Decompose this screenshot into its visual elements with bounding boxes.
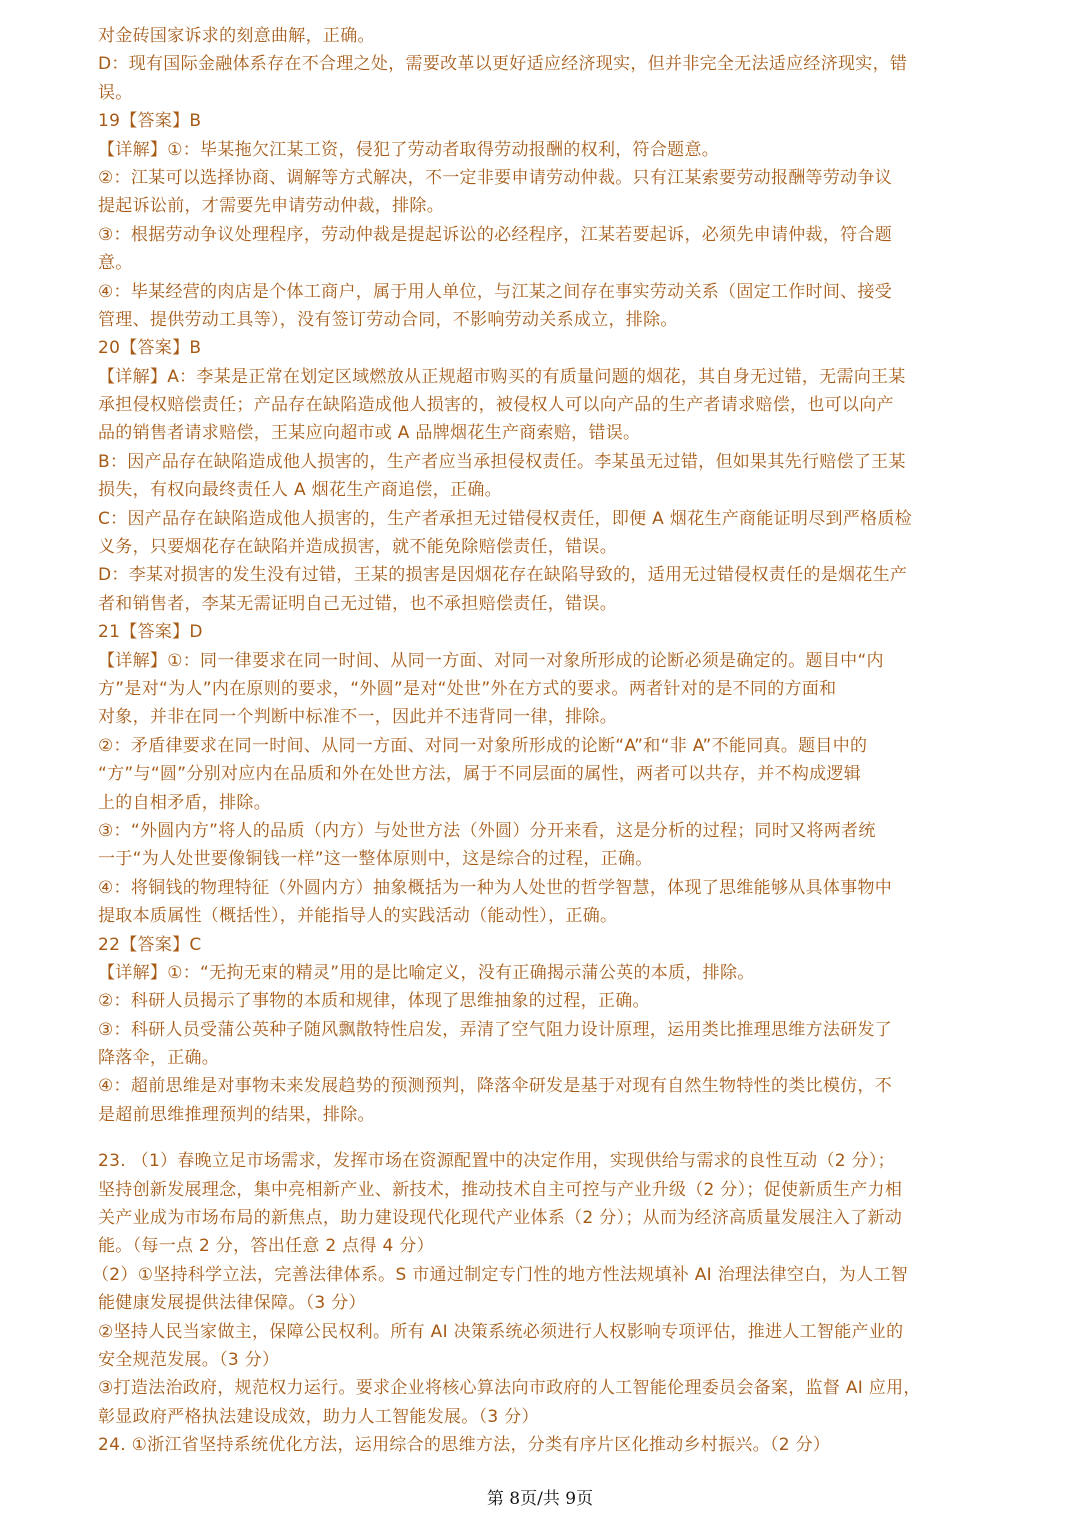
text-line: 管理、提供劳动工具等），没有签订劳动合同，不影响劳动关系成立，排除。	[98, 309, 678, 330]
page-footer: 第 8页/共 9页	[486, 1489, 594, 1509]
text-line: 对象，并非在同一个判断中标准不一，因此并不违背同一律，排除。	[98, 707, 617, 728]
text-line: ②：矛盾律要求在同一时间、从同一方面、对同一对象所形成的论断“A”和“非 A”不能同真。题目中的	[98, 735, 868, 756]
text-line: 安全规范发展。（3 分）	[98, 1349, 280, 1370]
text-line: 能健康发展提供法律保障。（3 分）	[98, 1293, 366, 1314]
text-line: ②：科研人员揭示了事物的本质和规律，体现了思维抽象的过程，正确。	[98, 991, 650, 1012]
text-line: ④：毕某经营的肉店是个体工商户，属于用人单位，与江某之间存在事实劳动关系（固定工作时间、接受	[98, 281, 893, 302]
text-line: 提起诉讼前，才需要先申请劳动仲裁，排除。	[98, 196, 444, 217]
text-line: 损失，有权向最终责任人 A 烟花生产商追偿，正确。	[98, 480, 502, 501]
text-line: 22【答案】C	[98, 934, 202, 955]
text-line: B：因产品存在缺陷造成他人损害的，生产者应当承担侵权责任。李某虽无过错，但如果其先行赔偿了王某	[98, 451, 906, 472]
text-line: 对金砖国家诉求的刻意曲解，正确。	[98, 26, 375, 46]
text-line: 【详解】①：毕某拖欠江某工资，侵犯了劳动者取得劳动报酬的权利，符合题意。	[98, 139, 720, 160]
text-line: 品的销售者请求赔偿，王某应向超市或 A 品牌烟花生产商索赔，错误。	[98, 423, 641, 444]
text-line: 是超前思维推理预判的结果，排除。	[98, 1104, 375, 1125]
text-line: 坚持创新发展理念，集中亮相新产业、新技术，推动技术自主可控与产业升级（2 分）；促使新质生产力相	[98, 1179, 903, 1200]
text-line: 【详解】①：同一律要求在同一时间、从同一方面、对同一对象所形成的论断必须是确定的。题目中“内	[98, 650, 884, 671]
explanations-block-23-24	[92, 1147, 988, 1459]
text-line: 上的自相矛盾，排除。	[98, 792, 271, 813]
explanations-block-19-22	[98, 22, 988, 1129]
text-line: 20【答案】B	[98, 338, 202, 359]
text-line: ③：根据劳动争议处理程序，劳动仲裁是提起诉讼的必经程序，江某若要起诉，必须先申请仲裁，符合题	[98, 224, 893, 245]
text-line: 【详解】A：李某是正常在划定区域燃放从正规超市购买的有质量问题的烟花，其自身无过错，无需向王某	[98, 366, 906, 387]
text-line: 义务，只要烟花存在缺陷并造成损害，就不能免除赔偿责任，错误。	[98, 537, 617, 558]
text-line: C：因产品存在缺陷造成他人损害的，生产者承担无过错侵权责任，即便 A 烟花生产商能证明尽到严格质检	[98, 508, 913, 529]
text-line: ②：江某可以选择协商、调解等方式解决，不一定非要申请劳动仲裁。只有江某索要劳动报酬等劳动争议	[98, 167, 893, 188]
text-line: （2）①坚持科学立法，完善法律体系。S 市通过制定专门性的地方性法规填补 AI 治理法律空白，为人工智	[92, 1264, 908, 1285]
text-line: “方”与“圆”分别对应内在品质和外在处世方法，属于不同层面的属性，两者可以共存，并不构成逻辑	[98, 764, 862, 785]
text-line: ③：科研人员受蒲公英种子随风飘散特性启发，弄清了空气阻力设计原理，运用类比推理思维方法研发了	[98, 1019, 893, 1040]
text-line: 者和销售者，李某无需证明自己无过错，也不承担赔偿责任，错误。	[98, 593, 617, 614]
text-line: 21【答案】D	[98, 622, 203, 643]
text-line: ②坚持人民当家做主，保障公民权利。所有 AI 决策系统必须进行人权影响专项评估，推进人工智能产业的	[98, 1321, 904, 1342]
text-line: 降落伞，正确。	[98, 1048, 220, 1069]
text-line: 能。（每一点 2 分，答出任意 2 点得 4 分）	[98, 1236, 434, 1257]
text-line: 关产业成为市场布局的新焦点，助力建设现代化现代产业体系（2 分）；从而为经济高质量发展注入了新动	[98, 1208, 903, 1229]
section-gap	[98, 1129, 988, 1147]
text-line: 承担侵权赔偿责任；产品存在缺陷造成他人损害的，被侵权人可以向产品的生产者请求赔偿，也可以向产	[98, 395, 894, 416]
text-line: 误。	[98, 82, 133, 103]
text-line: ③：“外圆内方”将人的品质（内方）与处世方法（外圆）分开来看，这是分析的过程；同时又将两者统	[98, 820, 876, 841]
text-line: 一于“为人处世要像铜钱一样”这一整体原则中，这是综合的过程，正确。	[98, 849, 653, 870]
text-line: ④：将铜钱的物理特征（外圆内方）抽象概括为一种为人处世的哲学智慧，体现了思维能够从具体事物中	[98, 877, 893, 898]
text-line: 【详解】①：“无拘无束的精灵”用的是比喻定义，没有正确揭示蒲公英的本质，排除。	[98, 962, 755, 983]
text-line: 24. ①浙江省坚持系统优化方法，运用综合的思维方法，分类有序片区化推动乡村振兴。（2 分）	[98, 1435, 831, 1456]
text-line: D：李某对损害的发生没有过错，王某的损害是因烟花存在缺陷导致的，适用无过错侵权责任的是烟花生产	[98, 565, 908, 586]
text-line: 23. （1）春晚立足市场需求，发挥市场在资源配置中的决定作用，实现供给与需求的良性互动（2 分）；	[98, 1151, 895, 1172]
text-line: 提取本质属性（概括性），并能指导人的实践活动（能动性），正确。	[98, 906, 618, 927]
answer-explanations	[92, 22, 988, 1460]
text-line: 方”是对“为人”内在原则的要求，“外圆”是对“处世”外在方式的要求。两者针对的是不同的方面和	[98, 678, 837, 699]
text-line: ③打造法治政府，规范权力运行。要求企业将核心算法向市政府的人工智能伦理委员会备案，监督 AI 应用，	[98, 1378, 921, 1399]
text-line: 彰显政府严格执法建设成效，助力人工智能发展。（3 分）	[98, 1406, 539, 1427]
text-line: 意。	[98, 253, 133, 274]
text-line: D：现有国际金融体系存在不合理之处，需要改革以更好适应经济现实，但并非完全无法适应经济现实，错	[98, 54, 908, 75]
text-line: 19【答案】B	[98, 111, 202, 132]
text-line: ④：超前思维是对事物未来发展趋势的预测预判，降落伞研发是基于对现有自然生物特性的类比模仿，不	[98, 1076, 893, 1097]
